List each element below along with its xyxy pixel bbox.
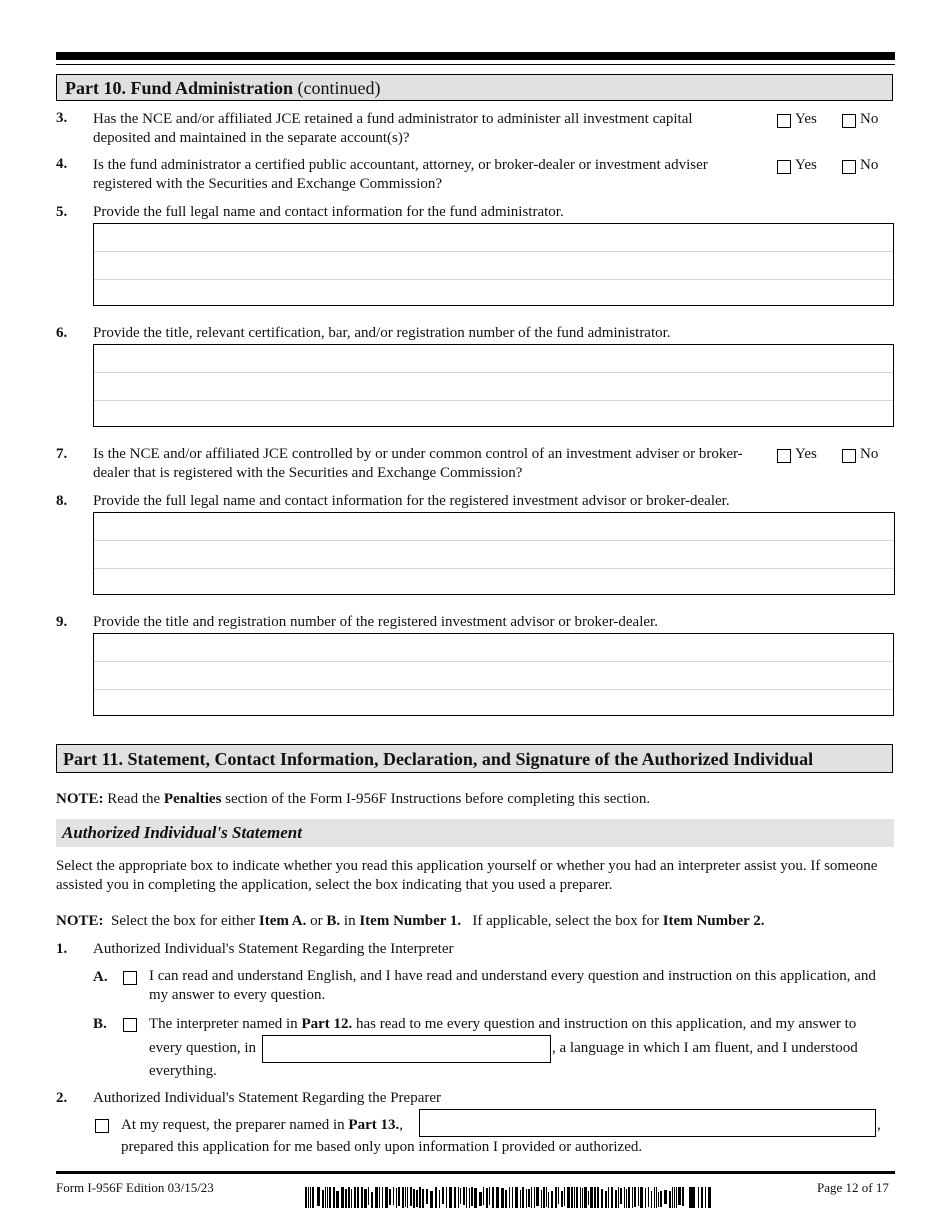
part11-title: Part 11. Statement, Contact Information, Declaration, and Signature of the Authorized Individual (63, 749, 814, 769)
note2-text-a: Select the box for either (103, 913, 259, 929)
barcode-image (305, 1187, 711, 1208)
item-b-text-line1 (149, 1015, 889, 1034)
question-7-no-checkbox[interactable] (842, 449, 856, 463)
part10-title: Part 10. Fund Administration (65, 78, 294, 98)
interpreter-language-input[interactable] (262, 1035, 551, 1063)
question-4-text: Is the fund administrator a certified public accountant, attorney, or broker-dealer or investment adviser registered with the Securities and Exchange Commission? (93, 157, 708, 192)
question-4-yes-checkbox[interactable] (777, 160, 791, 174)
question-7-yes-label: Yes (795, 446, 817, 462)
authorized-individual-statement-heading: Authorized Individual's Statement (56, 819, 894, 847)
item-b-label: B. (93, 1016, 107, 1032)
part11-note-penalties (56, 790, 896, 809)
item-a-checkbox[interactable] (123, 971, 137, 985)
question-7-yes-checkbox[interactable] (777, 449, 791, 463)
question-7-number: 7. (56, 446, 68, 462)
question-3-number: 3. (56, 110, 68, 126)
question-3-yes-label: Yes (795, 111, 817, 127)
question-3-no-label: No (860, 111, 879, 127)
statement-instructions: Select the appropriate box to indicate whether you read this application yourself or whether you had an interpreter assist you. If someone assisted you in completing the application, select the box indicating that you used a preparer. (56, 858, 878, 893)
question-6-number: 6. (56, 325, 68, 341)
fund-administrator-title-textarea[interactable] (93, 344, 894, 427)
preparer-text-line2: prepared this application for me based only upon information I provided or authorized. (121, 1139, 643, 1155)
footer-page-number: Page 12 of 17 (817, 1180, 889, 1195)
note-text-post: section of the Form I-956F Instructions before completing this section. (221, 791, 651, 807)
investment-advisor-name-textarea[interactable] (93, 512, 895, 595)
preparer-trailing-comma: , (877, 1117, 881, 1133)
question-4-no-checkbox[interactable] (842, 160, 856, 174)
preparer-part13-bold: Part 13. (348, 1117, 400, 1133)
footer-rule (56, 1171, 895, 1174)
note2-item-number-1: Item Number 1. (359, 913, 462, 929)
preparer-text-pre: At my request, the preparer named in (121, 1117, 349, 1133)
penalties-bold: Penalties (163, 791, 222, 807)
item-b-text-pre: The interpreter named in (149, 1016, 302, 1032)
note2-label: NOTE: (56, 913, 104, 929)
question-7-text: Is the NCE and/or affiliated JCE controlled by or under common control of an investment adviser or broker-dealer that is registered with the Securities and Exchange Commission? (93, 446, 743, 481)
question-4-number: 4. (56, 156, 68, 172)
question-8-number: 8. (56, 493, 68, 509)
note2-text-e: in (340, 913, 360, 929)
item-b-checkbox[interactable] (123, 1018, 137, 1032)
preparer-text-comma: , (399, 1117, 403, 1133)
top-rule-thin (56, 64, 895, 65)
question-9-text: Provide the title and registration number of the registered investment advisor or broker-dealer. (93, 614, 658, 630)
note2-text-g: If applicable, select the box for (461, 913, 663, 929)
question-7-no-label: No (860, 446, 879, 462)
note-text-pre: Read the (103, 791, 164, 807)
part10-header (56, 74, 893, 101)
question-9-number: 9. (56, 614, 68, 630)
question-3-no-checkbox[interactable] (842, 114, 856, 128)
fund-administrator-name-textarea[interactable] (93, 223, 894, 306)
preparer-checkbox[interactable] (95, 1119, 109, 1133)
question-5-text: Provide the full legal name and contact information for the fund administrator. (93, 204, 564, 220)
item-a-label: A. (93, 969, 108, 985)
part11-header (56, 744, 893, 773)
footer-form-edition: Form I-956F Edition 03/15/23 (56, 1180, 214, 1195)
note2-text-c: or (306, 913, 327, 929)
part10-continued: (continued) (293, 78, 381, 98)
note2-item-b: B. (326, 913, 341, 929)
preparer-name-input[interactable] (419, 1109, 876, 1137)
statement-question-2-number: 2. (56, 1090, 68, 1106)
item-b-text-line2-post: , a language in which I am fluent, and I understood (552, 1040, 858, 1056)
question-3-yes-checkbox[interactable] (777, 114, 791, 128)
statement-question-1-number: 1. (56, 941, 68, 957)
note2-item-number-2: Item Number 2. (662, 913, 765, 929)
item-b-text-line3: everything. (149, 1063, 217, 1079)
question-6-text: Provide the title, relevant certification, bar, and/or registration number of the fund administrator. (93, 325, 671, 341)
item-a-text: I can read and understand English, and I have read and understand every question and instruction on this application, and my answer to every question. (149, 968, 876, 1003)
statement-question-1-text: Authorized Individual's Statement Regarding the Interpreter (93, 941, 454, 957)
item-b-part12-bold: Part 12. (301, 1016, 353, 1032)
question-5-number: 5. (56, 204, 68, 220)
investment-advisor-title-textarea[interactable] (93, 633, 894, 716)
preparer-text-line1 (121, 1116, 403, 1135)
top-rule-thick (56, 52, 895, 60)
note2-item-a: Item A. (258, 913, 307, 929)
item-b-text-line2-pre: every question, in (149, 1040, 257, 1056)
part11-note-select-items (56, 912, 896, 931)
item-b-text-post: has read to me every question and instruction on this application, and my answer to (352, 1016, 857, 1032)
question-4-no-label: No (860, 157, 879, 173)
question-3-text: Has the NCE and/or affiliated JCE retained a fund administrator to administer all investment capital deposited and maintained in the separate account(s)? (93, 111, 693, 146)
statement-question-2-text: Authorized Individual's Statement Regarding the Preparer (93, 1090, 442, 1106)
question-8-text: Provide the full legal name and contact information for the registered investment advisor or broker-dealer. (93, 493, 730, 509)
note-label: NOTE: (56, 791, 104, 807)
question-4-yes-label: Yes (795, 157, 817, 173)
